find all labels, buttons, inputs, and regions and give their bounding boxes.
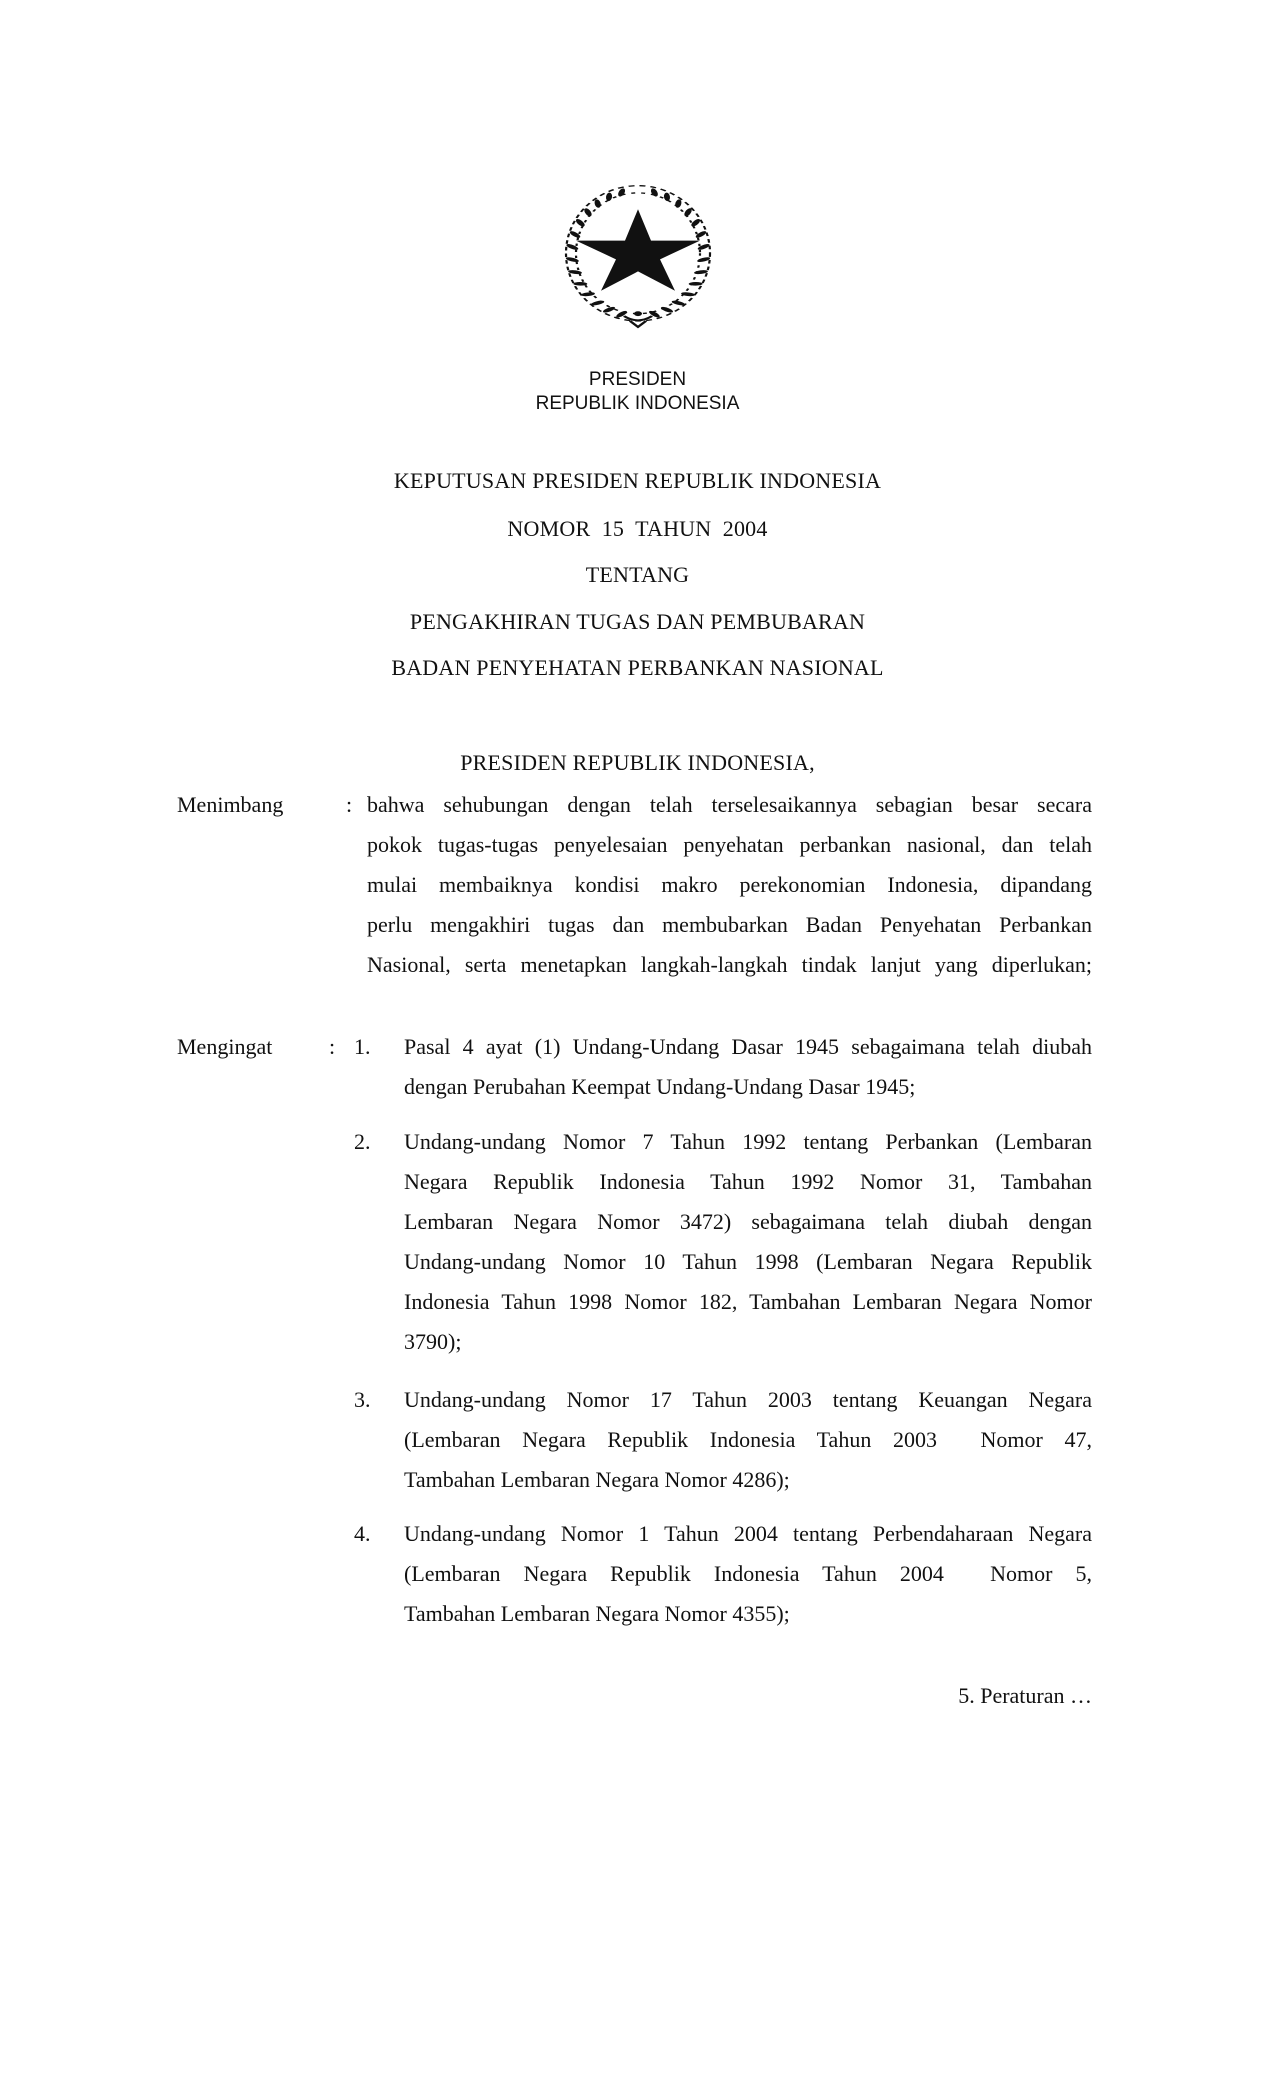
wreath-leaf-icon — [663, 193, 670, 202]
star-icon — [576, 209, 700, 291]
text-line: (Lembaran Negara Republik Indonesia Tahun 2003 Nomor 47, — [404, 1427, 1092, 1452]
wreath-leaf-icon — [594, 199, 602, 208]
mengingat-label: Mengingat — [177, 1034, 273, 1059]
item-number: 2. — [354, 1129, 371, 1154]
text-line: Undang-undang Nomor 1 Tahun 2004 tentang Perbendaharaan Negara — [404, 1521, 1092, 1546]
decree-number: NOMOR 15 TAHUN 2004 — [507, 516, 768, 541]
presidential-emblem — [558, 176, 718, 336]
menimbang-colon: : — [346, 792, 353, 817]
text-line: Tambahan Lembaran Negara Nomor 4286); — [404, 1467, 790, 1492]
wreath-leaf-icon — [573, 282, 587, 286]
mengingat-colon: : — [329, 1034, 336, 1059]
text-line: Indonesia Tahun 1998 Nomor 182, Tambahan Lembaran Negara Nomor — [404, 1289, 1092, 1314]
text-line: Nasional, serta menetapkan langkah-langkah tindak lanjut yang diperlukan; — [367, 952, 1092, 977]
text-line: perlu mengakhiri tugas dan membubarkan Badan Penyehatan Perbankan — [367, 912, 1092, 937]
menimbang-label: Menimbang — [177, 792, 284, 817]
text-line: Undang-undang Nomor 10 Tahun 1998 (Lembaran Negara Republik — [404, 1249, 1092, 1274]
item-number: 1. — [354, 1034, 371, 1059]
text-line: bahwa sehubungan dengan telah terselesaikannya sebagian besar secara — [367, 792, 1092, 817]
item-number: 4. — [354, 1521, 371, 1546]
mengingat-item-3 — [404, 1380, 1092, 1500]
menimbang-text — [367, 785, 1092, 985]
header-presiden: PRESIDEN — [588, 369, 687, 390]
wreath-leaf-icon — [617, 188, 627, 197]
text-line: mulai membaiknya kondisi makro perekonomian Indonesia, dipandang — [367, 872, 1092, 897]
text-line: Pasal 4 ayat (1) Undang-Undang Dasar 1945 sebagaimana telah diubah — [404, 1034, 1092, 1059]
wreath-leaf-icon — [606, 193, 613, 202]
decree-tentang: TENTANG — [585, 562, 690, 587]
wreath-leaf-icon — [568, 230, 582, 239]
item-number: 3. — [354, 1387, 371, 1412]
issuer: PRESIDEN REPUBLIK INDONESIA, — [460, 750, 815, 775]
header-republik-indonesia: REPUBLIK INDONESIA — [535, 393, 740, 414]
text-line: Negara Republik Indonesia Tahun 1992 Nomor 31, Tambahan — [404, 1169, 1092, 1194]
text-line: pokok tugas-tugas penyelesaian penyehatan perbankan nasional, dan telah — [367, 832, 1092, 857]
text-line: Lembaran Negara Nomor 3472) sebagaimana telah diubah dengan — [404, 1209, 1092, 1234]
mengingat-item-1 — [404, 1027, 1092, 1107]
mengingat-item-4 — [404, 1514, 1092, 1634]
text-line: 3790); — [404, 1329, 462, 1354]
wreath-leaf-icon — [659, 306, 674, 314]
page-continuation: 5. Peraturan … — [958, 1683, 1092, 1708]
text-line: Undang-undang Nomor 17 Tahun 2003 tentang Keuangan Negara — [404, 1387, 1092, 1412]
mengingat-item-2 — [404, 1122, 1092, 1362]
decree-title: KEPUTUSAN PRESIDEN REPUBLIK INDONESIA — [393, 468, 882, 493]
decree-subject-line1: PENGAKHIRAN TUGAS DAN PEMBUBARAN — [409, 609, 866, 634]
decree-subject-line2: BADAN PENYEHATAN PERBANKAN NASIONAL — [391, 655, 884, 680]
text-line: (Lembaran Negara Republik Indonesia Tahun 2004 Nomor 5, — [404, 1561, 1092, 1586]
wreath-leaf-icon — [574, 218, 586, 227]
wreath-leaf-icon — [689, 282, 703, 286]
text-line: Undang-undang Nomor 7 Tahun 1992 tentang Perbankan (Lembaran — [404, 1129, 1092, 1154]
text-line: Tambahan Lembaran Negara Nomor 4355); — [404, 1601, 790, 1626]
text-line: dengan Perubahan Keempat Undang-Undang Dasar 1945; — [404, 1074, 916, 1099]
wreath-leaf-icon — [650, 188, 660, 197]
wreath-leaf-icon — [581, 292, 596, 297]
wreath-leaf-icon — [674, 199, 682, 208]
